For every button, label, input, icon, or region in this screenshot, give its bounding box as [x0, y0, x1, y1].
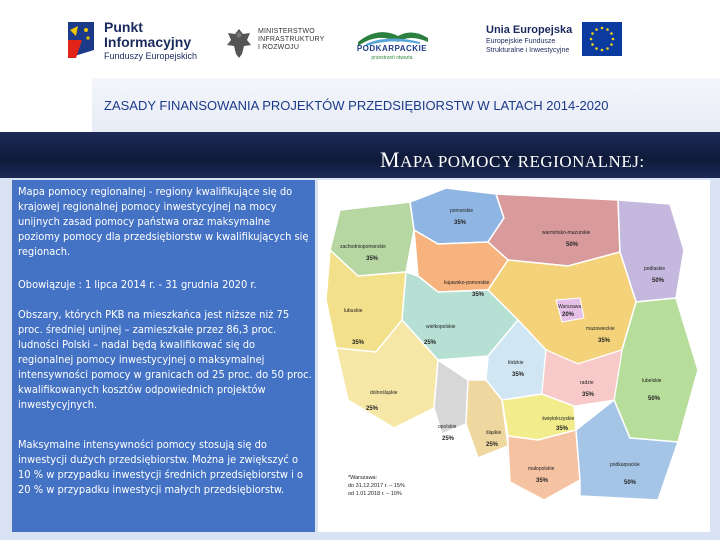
pct-dolnoslaskie: 25% [366, 406, 379, 412]
pct-radom: 35% [582, 392, 595, 398]
map-footnote [348, 474, 438, 498]
section-title-first-letter: M [380, 147, 401, 172]
label-opolskie: opolskie [438, 424, 457, 430]
punkt-line1: Punkt [104, 19, 143, 35]
ministry-line3: I ROZWOJU [258, 44, 300, 51]
pct-kujawsko-pomorskie: 35% [472, 292, 485, 298]
punkt-informacyjny-logo-icon [64, 20, 96, 60]
paragraph-definition: Mapa pomocy regionalnej - regiony kwalifikujące się do krajowej regionalnej pomocy inwestycyjnej na mocy unijnych zasad pomocy państwa oraz maksymalne poziomy pomocy dla przedsiębiorstw w kwalifikujących się regionach. [18, 185, 309, 258]
label-lodzkie: łódzkie [508, 360, 524, 366]
pct-opolskie: 25% [442, 436, 455, 442]
eagle-emblem-icon [224, 26, 254, 60]
pct-lubuskie: 35% [352, 340, 365, 346]
pct-lubelskie: 50% [648, 396, 661, 402]
pct-wielkopolskie: 25% [424, 340, 437, 346]
eu-flag-icon [582, 22, 622, 56]
ministry-line2: INFRASTRUKTURY [258, 36, 325, 43]
label-wielkopolskie: wielkopolskie [426, 324, 456, 330]
logo-bar [0, 0, 720, 76]
label-zachodniopomorskie: zachodniopomorskie [340, 244, 386, 250]
podkarpackie-name: PODKARPACKIE [356, 44, 428, 53]
pct-warszawa: 20% [562, 312, 575, 318]
paragraph-intensity: Maksymalne intensywności pomocy stosują się do inwestycji dużych przedsiębiorstw. Można je zwiększyć o 10 % w przypadku inwestycji średnich przedsiębiorstw i o 20 % w przypadku inwestycji małych przedsiębiorstw. [18, 438, 304, 496]
pct-malopolskie: 35% [536, 478, 549, 484]
label-mazowieckie: mazowieckie [586, 326, 615, 332]
pct-slaskie: 25% [486, 442, 499, 448]
label-kujawsko-pomorskie: kujawsko-pomorskie [444, 280, 490, 286]
label-malopolskie: małopolskie [528, 466, 555, 472]
section-title [380, 147, 710, 172]
title-band-left [0, 78, 92, 132]
punkt-informacyjny-text [104, 20, 214, 62]
label-dolnoslaskie: dolnośląskie [370, 390, 398, 396]
ministry-line1: MINISTERSTWO [258, 28, 315, 35]
label-pomorskie: pomorskie [450, 208, 474, 214]
eu-text [486, 24, 578, 55]
paragraph-areas: Obszary, których PKB na mieszkańca jest niższe niż 75 proc. średniej unijnej – zamieszkałe przez 86,3 proc. ludności Polski – nadal będą kwalifikować się do regionalnej pomocy inwestycyjnej o maksymalnej intensywności pomocy w granicach od 25 proc. do 50 proc. kwalifikowanych kosztów odpowiednich projektów inwestycyjnych. [18, 308, 312, 411]
region-opolskie-shape [434, 360, 468, 434]
pct-mazowieckie: 35% [598, 338, 611, 344]
eu-line3: Strukturalne i Inwestycyjne [486, 47, 570, 54]
label-radom: radzie [580, 380, 594, 386]
paragraph-validity: Obowiązuje : 1 lipca 2014 r. - 31 grudnia 2020 r. [18, 278, 257, 291]
podkarpackie-tagline: przestrzeń otwarta [371, 55, 413, 61]
pct-lodzkie: 35% [512, 372, 525, 378]
pct-warminsko-mazurskie: 50% [566, 242, 579, 248]
punkt-line2: Informacyjny [104, 34, 192, 50]
label-swietokrzyskie: świętokrzyskie [542, 416, 575, 422]
label-lubelskie: lubelskie [642, 378, 662, 384]
footnote-line1: *Warszawa: [348, 475, 378, 481]
eu-line2: Europejskie Fundusze [486, 38, 556, 45]
footnote-line2: do 31.12.2017 r. – 15% [348, 483, 405, 489]
pct-swietokrzyskie: 35% [556, 426, 569, 432]
pct-podlaskie: 50% [652, 278, 665, 284]
label-podkarpackie: podkarpackie [610, 462, 640, 468]
section-title-rest: APA POMOCY REGIONALNEJ: [400, 152, 645, 171]
eu-line1: Unia Europejska [486, 24, 573, 36]
label-warminsko-mazurskie: warmińsko-mazurskie [542, 230, 591, 236]
ministry-text [258, 28, 338, 52]
region-malopolskie-shape [508, 430, 580, 500]
label-slaskie: śląskie [486, 430, 502, 436]
pct-zachodniopomorskie: 35% [366, 256, 379, 262]
label-podlaskie: podlaskie [644, 266, 666, 272]
punkt-line3: Funduszy Europejskich [104, 51, 198, 61]
slide-title: ZASADY FINANSOWANIA PROJEKTÓW PRZEDSIĘBIORSTW W LATACH 2014-2020 [104, 98, 609, 113]
label-warszawa: Warszawa [558, 304, 582, 310]
pct-podkarpackie: 50% [624, 480, 637, 486]
label-lubuskie: lubuskie [344, 308, 363, 314]
pct-pomorskie: 35% [454, 220, 467, 226]
footnote-line3: od 1.01.2018 r. – 10% [348, 491, 402, 497]
